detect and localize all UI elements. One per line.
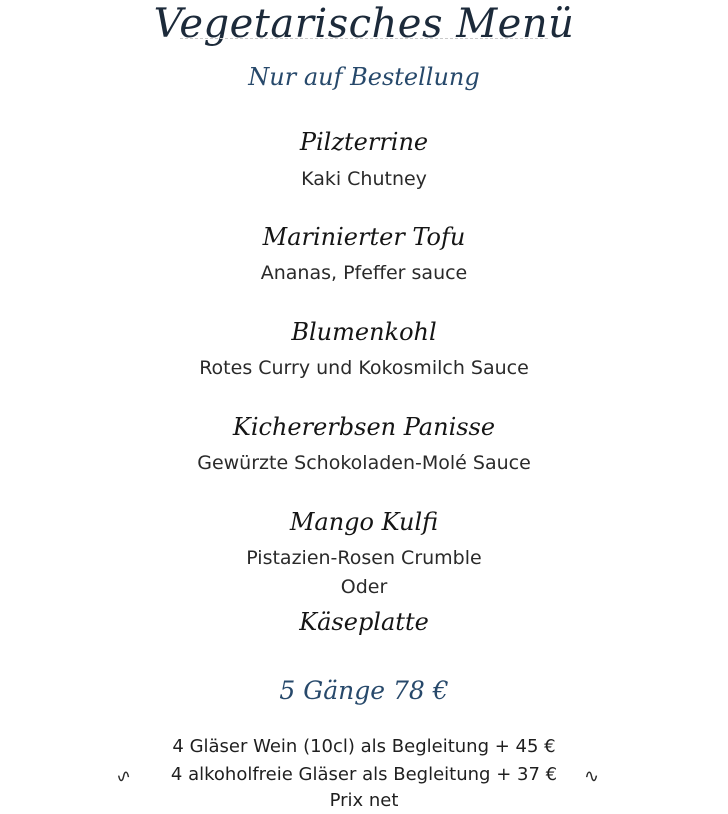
menu-title: Vegetarisches Menü (153, 1, 575, 47)
course-description-3: Rotes Curry und Kokosmilch Sauce (199, 357, 529, 379)
footer-note: Prix net (329, 790, 399, 811)
course-name-4: Kichererbsen Panisse (232, 413, 496, 441)
swirl-ornament-icon: ∿ (584, 766, 600, 787)
course-description-2: Ananas, Pfeffer sauce (260, 262, 468, 284)
wine-pairing: 4 Gläser Wein (10cl) als Begleitung + 45 € (172, 736, 556, 757)
alternative-word: Oder (340, 576, 388, 598)
course-description-4: Gewürzte Schokoladen-Molé Sauce (197, 452, 531, 474)
course-name-3: Blumenkohl (291, 318, 437, 346)
alternative-course-name: Käseplatte (299, 608, 429, 636)
swirl-ornament-icon: ∿ (116, 766, 132, 787)
title-divider (180, 38, 548, 39)
course-name-5: Mango Kulfi (289, 508, 439, 536)
course-description-5: Pistazien-Rosen Crumble (246, 547, 482, 569)
course-name-1: Pilzterrine (299, 128, 429, 156)
non-alcoholic-pairing: 4 alkoholfreie Gläser als Begleitung + 37 € (170, 764, 558, 785)
menu-subtitle: Nur auf Bestellung (248, 63, 480, 91)
course-description-1: Kaki Chutney (301, 168, 427, 190)
menu-price: 5 Gänge 78 € (279, 676, 449, 705)
course-name-2: Marinierter Tofu (262, 223, 466, 251)
